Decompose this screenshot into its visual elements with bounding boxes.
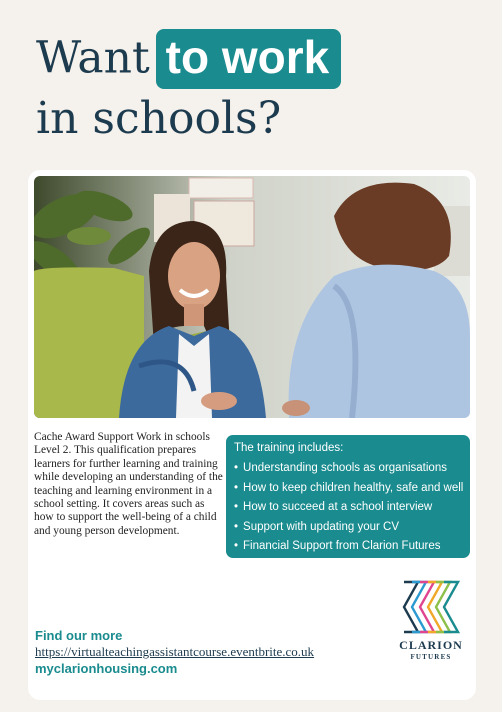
content-card — [28, 170, 476, 700]
training-box — [226, 435, 470, 558]
training-item: • How to keep children healthy, safe and well — [234, 479, 462, 499]
training-item: • Financial Support from Clarion Futures — [234, 537, 462, 557]
training-item: • How to succeed at a school interview — [234, 498, 462, 518]
course-description: Cache Award Support Work in schools Level 2. This qualification prepares learners for further learning and training while developing an understanding of the teaching and learning environment in a school setting. It covers areas such as how to support the well-being of a child and young person development. — [34, 431, 223, 537]
heading-highlight: to work — [156, 29, 342, 89]
training-item: • Understanding schools as organisations — [234, 459, 462, 479]
logo-brand-text: CLARION — [399, 638, 463, 652]
page-heading — [36, 26, 341, 149]
training-item: • Support with updating your CV — [234, 518, 462, 538]
find-out-more-heading: Find our more — [35, 628, 123, 643]
eventbrite-link[interactable]: https://virtualteachingassistantcourse.eventbrite.co.uk — [35, 644, 315, 659]
heading-word-want: Want — [36, 32, 150, 84]
clarion-futures-logo — [393, 578, 469, 661]
heading-line-1 — [36, 26, 341, 89]
footer-contact — [35, 628, 314, 678]
website-link[interactable]: myclarionhousing.com — [35, 661, 178, 676]
training-list — [234, 459, 462, 557]
heading-line-2: in schools? — [36, 92, 282, 144]
classroom-interview-photo — [34, 176, 470, 418]
photo-illustration — [34, 176, 470, 418]
logo-sub-text: FUTURES — [410, 653, 452, 661]
clarion-futures-logo-icon — [398, 578, 464, 636]
training-title: The training includes: — [234, 442, 344, 454]
